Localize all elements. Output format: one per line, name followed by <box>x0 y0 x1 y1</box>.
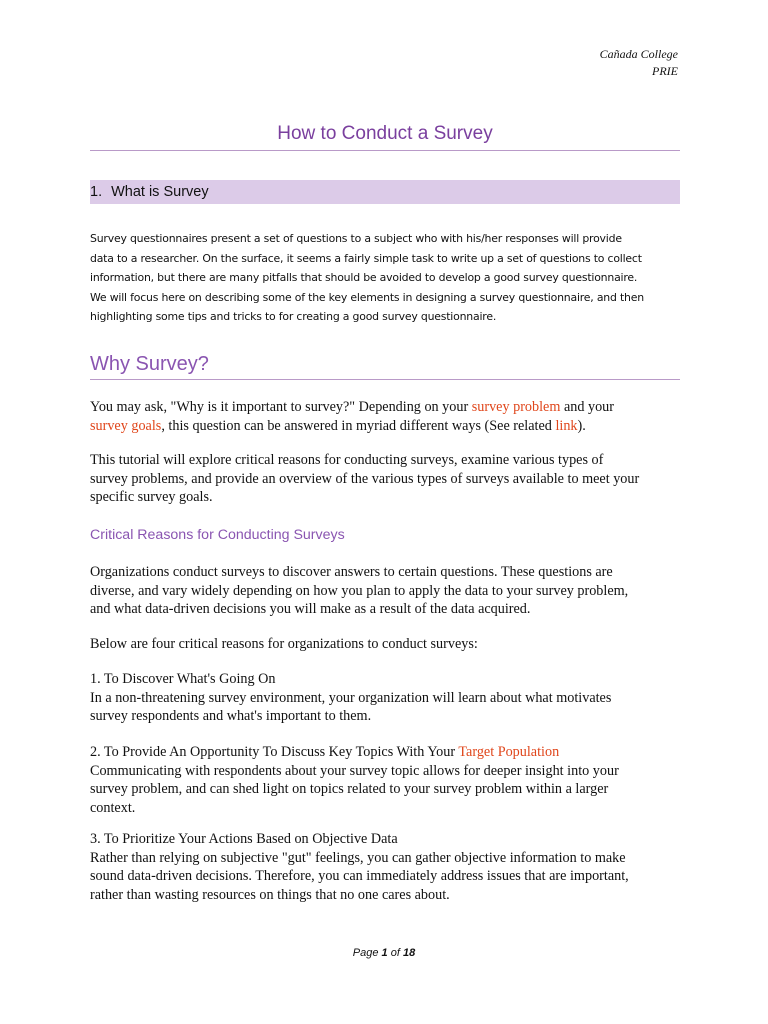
reason-line: context. <box>90 799 136 816</box>
paragraph-line: Organizations conduct surveys to discover answers to certain questions. These questions are <box>90 564 613 580</box>
current-page-number: 1 <box>381 947 388 959</box>
paragraph-line: specific survey goals. <box>90 489 213 505</box>
reason-2 <box>90 743 686 817</box>
reason-line: Communicating with respondents about your survey topic allows for deeper insight into your <box>90 762 619 779</box>
intro-line: Survey questionnaires present a set of questions to a subject who with his/her responses will provide <box>90 232 622 245</box>
intro-line: data to a researcher. On the surface, it seems a fairly simple task to write up a set of questions to collect <box>90 251 642 265</box>
intro-line: We will focus here on describing some of the key elements in designing a survey questionnaire, and then <box>90 290 644 304</box>
total-page-count: 18 <box>402 947 416 959</box>
page-label: Page <box>352 947 379 959</box>
paragraph-line: and what data-driven decisions you will make as a result of the data acquired. <box>90 601 531 617</box>
title-divider <box>90 150 680 151</box>
target-population-link[interactable]: Target Population <box>458 744 560 760</box>
survey-problem-link[interactable]: survey problem <box>471 399 561 415</box>
paragraph-line: survey problems, and provide an overview of the various types of surveys available to meet your <box>90 470 640 487</box>
survey-goals-link[interactable]: survey goals <box>90 417 162 434</box>
page-of-label: of <box>390 947 400 959</box>
reason-1 <box>90 670 686 726</box>
document-title: How to Conduct a Survey <box>277 123 493 144</box>
paragraph-text: You may ask, "Why is it important to survey?" Depending on your <box>90 399 472 415</box>
critical-reasons-paragraph-1 <box>90 563 686 619</box>
paragraph-text: , this question can be answered in myriad different ways (See related <box>161 417 556 434</box>
reason-title-text: 2. To Provide An Opportunity To Discuss Key Topics With Your <box>90 744 459 760</box>
why-survey-paragraph-2 <box>90 451 686 507</box>
reason-line: Rather than relying on subjective "gut" feelings, you can gather objective information to make <box>90 849 626 866</box>
reason-title <box>90 743 686 762</box>
paragraph-line: This tutorial will explore critical reasons for conducting surveys, examine various types of <box>90 452 604 468</box>
section-number: 1. <box>90 184 103 200</box>
intro-line: information, but there are many pitfalls that should be avoided to develop a good survey questionnaire. <box>90 271 638 285</box>
reason-line: rather than wasting resources on things that no one cares about. <box>90 886 450 903</box>
reason-title: 1. To Discover What's Going On <box>90 671 276 687</box>
paragraph-line <box>90 398 686 417</box>
section-heading-bar <box>90 180 680 204</box>
reason-3 <box>90 830 686 904</box>
reason-line: survey respondents and what's important to them. <box>90 708 372 724</box>
header-organization: Cañada College <box>599 47 678 61</box>
reason-line: In a non-threatening survey environment, your organization will learn about what motivates <box>90 689 612 706</box>
page-footer <box>0 946 768 960</box>
why-survey-paragraph-1 <box>90 398 686 435</box>
why-survey-divider <box>90 379 680 380</box>
survey-introduction <box>90 229 682 327</box>
header-department: PRIE <box>652 64 678 78</box>
section-title: What is Survey <box>111 184 209 200</box>
critical-reasons-heading: Critical Reasons for Conducting Surveys <box>90 527 345 543</box>
paragraph-text: ). <box>577 417 586 434</box>
paragraph-text: and your <box>560 399 614 415</box>
related-link[interactable]: link <box>555 417 578 434</box>
paragraph-line: diverse, and vary widely depending on how you plan to apply the data to your survey problem, <box>90 582 629 599</box>
reason-line: sound data-driven decisions. Therefore, you can immediately address issues that are important, <box>90 868 629 884</box>
why-survey-heading: Why Survey? <box>90 353 209 375</box>
reason-line: survey problem, and can shed light on topics related to your survey problem within a larger <box>90 781 609 797</box>
critical-reasons-paragraph-2: Below are four critical reasons for organizations to conduct surveys: <box>90 636 478 652</box>
paragraph-line <box>90 417 686 436</box>
page-header <box>600 46 678 80</box>
intro-line: highlighting some tips and tricks to for creating a good survey questionnaire. <box>90 310 497 324</box>
reason-title: 3. To Prioritize Your Actions Based on Objective Data <box>90 831 398 847</box>
